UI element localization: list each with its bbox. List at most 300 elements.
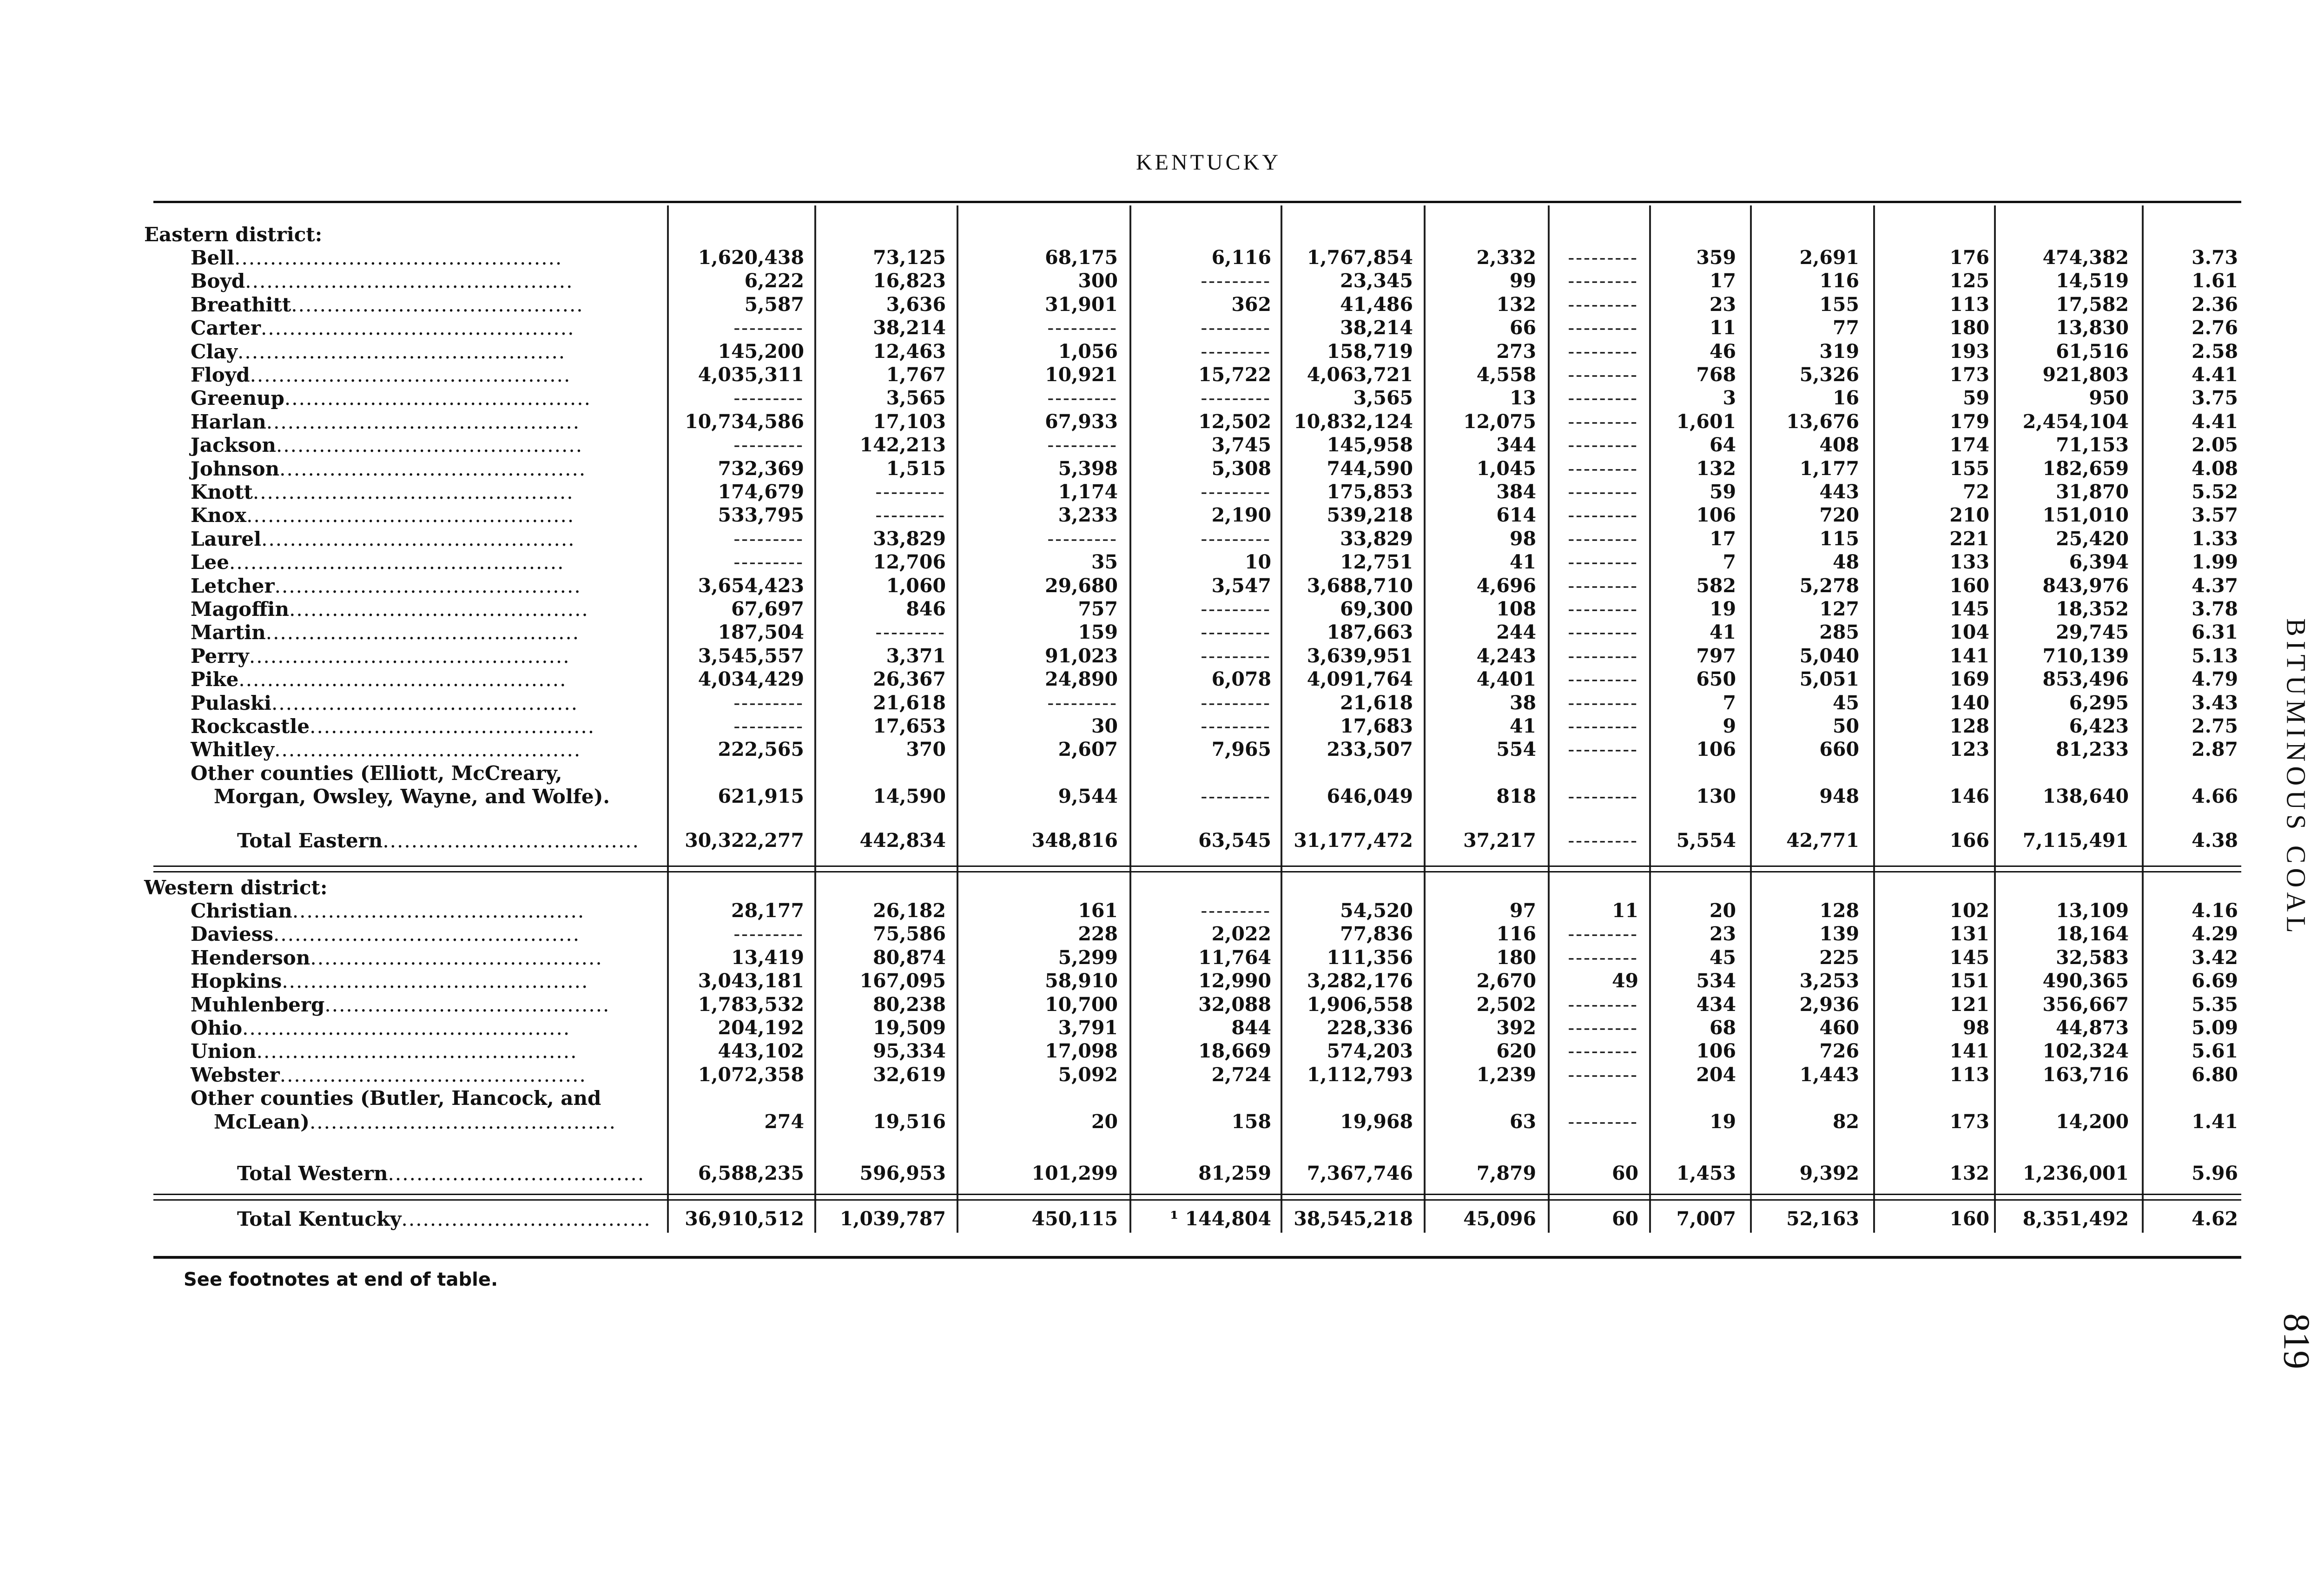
- table-cell: 17,582: [2056, 293, 2129, 316]
- table-cell: 300: [1078, 270, 1118, 292]
- table-cell: ---------: [1201, 621, 1271, 644]
- table-cell: ---------: [1568, 829, 1638, 852]
- table-cell: 127: [1819, 598, 1859, 620]
- table-cell: ---------: [1568, 644, 1638, 667]
- table-cell: 91,023: [1045, 644, 1118, 667]
- table-cell: 1,620,438: [698, 246, 804, 269]
- table-cell: 115: [1819, 527, 1859, 550]
- table-cell: 3,745: [1211, 434, 1271, 456]
- western-heading: Western district:: [144, 876, 328, 899]
- table-cell: 38,214: [1340, 317, 1413, 339]
- table-cell: 68: [1709, 1017, 1736, 1039]
- table-cell: 180: [1496, 946, 1536, 969]
- table-cell: 2,332: [1476, 246, 1536, 269]
- table-cell: 31,870: [2056, 481, 2129, 503]
- table-cell: ---------: [1568, 340, 1638, 363]
- table-cell: 2,691: [1799, 246, 1859, 269]
- table-cell: 5.35: [2192, 993, 2238, 1016]
- table-cell: 4,401: [1476, 668, 1536, 691]
- table-cell: ---------: [1201, 270, 1271, 292]
- table-cell: 1,072,358: [698, 1063, 804, 1086]
- table-cell: ---------: [1201, 481, 1271, 503]
- table-cell: 5,308: [1211, 457, 1271, 480]
- table-cell: 14,200: [2056, 1110, 2129, 1133]
- table-cell: 621,915: [718, 785, 804, 808]
- section-rule: [153, 871, 2241, 872]
- table-cell: 19: [1709, 1110, 1736, 1133]
- table-cell: 4,558: [1476, 363, 1536, 386]
- table-cell: 4.66: [2192, 785, 2238, 808]
- table-cell: 3,636: [886, 293, 946, 316]
- row-label: Total Western....................................: [237, 1162, 645, 1185]
- table-cell: 6.31: [2192, 621, 2238, 644]
- table-cell: 1,174: [1058, 481, 1118, 503]
- eastern-heading: Eastern district:: [144, 223, 323, 246]
- table-cell: 1,177: [1799, 457, 1859, 480]
- table-cell: 4,243: [1476, 644, 1536, 667]
- row-label: McLean)...........................................: [214, 1110, 617, 1133]
- table-cell: 18,669: [1198, 1040, 1271, 1063]
- table-cell: 4.29: [2192, 923, 2238, 945]
- table-cell: 2,502: [1476, 993, 1536, 1016]
- table-cell: ---------: [1568, 387, 1638, 410]
- table-cell: 356,667: [2042, 993, 2129, 1016]
- table-cell: 539,218: [1327, 504, 1413, 527]
- table-cell: 60: [1611, 1208, 1638, 1230]
- table-cell: 145: [1949, 598, 1989, 620]
- table-cell: 5.13: [2192, 644, 2238, 667]
- table-cell: 6.80: [2192, 1063, 2238, 1086]
- table-cell: 5,278: [1799, 574, 1859, 597]
- table-cell: 768: [1696, 363, 1736, 386]
- table-cell: ---------: [733, 527, 804, 550]
- row-label: Carter............................................: [191, 317, 575, 340]
- table-cell: 38,545,218: [1294, 1208, 1413, 1230]
- table-cell: 174,679: [718, 481, 804, 503]
- table-cell: 97: [1509, 899, 1536, 922]
- table-cell: 204: [1696, 1063, 1736, 1086]
- table-cell: 554: [1496, 738, 1536, 761]
- table-cell: 3.57: [2192, 504, 2238, 527]
- table-cell: 3,545,557: [698, 644, 804, 667]
- table-cell: 17,103: [873, 410, 946, 433]
- table-cell: 1,453: [1676, 1162, 1736, 1184]
- table-cell: ---------: [1568, 527, 1638, 550]
- row-label: Laurel............................................: [191, 527, 575, 550]
- row-label: Whitley...........................................: [191, 738, 581, 761]
- table-cell: ---------: [1568, 504, 1638, 527]
- table-cell: 7,115,491: [2022, 829, 2129, 852]
- table-cell: 797: [1696, 644, 1736, 667]
- table-cell: 38: [1509, 691, 1536, 714]
- table-cell: 442,834: [859, 829, 946, 852]
- table-cell: 106: [1696, 738, 1736, 761]
- table-cell: 72: [1962, 481, 1989, 503]
- table-cell: 59: [1709, 481, 1736, 503]
- table-cell: 4.08: [2192, 457, 2238, 480]
- table-cell: 2,936: [1799, 993, 1859, 1016]
- table-cell: 4.79: [2192, 668, 2238, 691]
- other-counties-label: Other counties (Elliott, McCreary,: [191, 761, 562, 785]
- table-cell: 52,163: [1786, 1208, 1859, 1230]
- table-cell: 106: [1696, 504, 1736, 527]
- table-cell: 33,829: [873, 527, 946, 550]
- table-cell: 614: [1496, 504, 1536, 527]
- table-cell: ---------: [1047, 691, 1118, 714]
- table-cell: 12,463: [873, 340, 946, 363]
- table-cell: 3: [1723, 387, 1736, 410]
- table-cell: 175,853: [1327, 481, 1413, 503]
- table-cell: 1,056: [1058, 340, 1118, 363]
- table-cell: 4.16: [2192, 899, 2238, 922]
- row-label: Webster...........................................: [191, 1063, 587, 1086]
- table-cell: 3,639,951: [1307, 644, 1413, 667]
- table-cell: 60: [1611, 1162, 1638, 1184]
- table-cell: 4,063,721: [1307, 363, 1413, 386]
- table-cell: 434: [1696, 993, 1736, 1016]
- table-cell: ---------: [1568, 481, 1638, 503]
- row-label: Total Eastern....................................: [237, 829, 640, 852]
- table-cell: 3,654,423: [698, 574, 804, 597]
- table-cell: 113: [1949, 293, 1989, 316]
- table-cell: ---------: [875, 504, 946, 527]
- table-cell: 132: [1696, 457, 1736, 480]
- table-cell: 155: [1819, 293, 1859, 316]
- table-cell: 10: [1244, 551, 1271, 574]
- section-rule: [153, 1194, 2241, 1195]
- table-cell: 128: [1819, 899, 1859, 922]
- table-cell: 67,933: [1045, 410, 1118, 433]
- table-cell: 732,369: [718, 457, 804, 480]
- table-cell: 1,767: [886, 363, 946, 386]
- table-cell: ---------: [1201, 527, 1271, 550]
- table-cell: 16,823: [873, 270, 946, 292]
- table-cell: 155: [1949, 457, 1989, 480]
- table-cell: 2.75: [2192, 715, 2238, 737]
- table-cell: ---------: [1568, 293, 1638, 316]
- table-cell: 4.41: [2192, 363, 2238, 386]
- table-cell: ---------: [733, 923, 804, 945]
- table-cell: 33,829: [1340, 527, 1413, 550]
- table-cell: 596,953: [859, 1162, 946, 1184]
- table-cell: 142,213: [859, 434, 946, 456]
- table-cell: 344: [1496, 434, 1536, 456]
- table-cell: 660: [1819, 738, 1859, 761]
- table-cell: 4.38: [2192, 829, 2238, 852]
- table-cell: 73,125: [873, 246, 946, 269]
- table-cell: ---------: [1568, 598, 1638, 620]
- table-cell: 14,519: [2056, 270, 2129, 292]
- table-cell: 1,239: [1476, 1063, 1536, 1086]
- table-cell: 19: [1709, 598, 1736, 620]
- table-cell: 10,734,586: [685, 410, 804, 433]
- table-cell: ---------: [1568, 574, 1638, 597]
- table-cell: 853,496: [2042, 668, 2129, 691]
- table-cell: 95,334: [873, 1040, 946, 1063]
- table-cell: 6,222: [744, 270, 804, 292]
- row-label: Boyd..............................................: [191, 270, 574, 293]
- table-cell: ---------: [733, 387, 804, 410]
- table-cell: 131: [1949, 923, 1989, 945]
- row-label: Ohio..............................................: [191, 1017, 571, 1039]
- table-cell: 15,722: [1198, 363, 1271, 386]
- table-cell: 158: [1231, 1110, 1271, 1133]
- table-cell: 68,175: [1045, 246, 1118, 269]
- table-cell: ---------: [1047, 527, 1118, 550]
- table-cell: 1.33: [2192, 527, 2238, 550]
- table-cell: 2,607: [1058, 738, 1118, 761]
- table-cell: 474,382: [2042, 246, 2129, 269]
- row-label: Martin............................................: [191, 621, 580, 644]
- table-cell: 17: [1709, 527, 1736, 550]
- table-cell: 10,700: [1045, 993, 1118, 1016]
- table-cell: ---------: [1568, 993, 1638, 1016]
- table-cell: 23,345: [1340, 270, 1413, 292]
- table-cell: 228,336: [1327, 1017, 1413, 1039]
- table-cell: 6,588,235: [698, 1162, 804, 1184]
- table-cell: 650: [1696, 668, 1736, 691]
- table-cell: 3,565: [1353, 387, 1413, 410]
- table-cell: 158,719: [1327, 340, 1413, 363]
- table-cell: ---------: [733, 551, 804, 574]
- table-cell: ---------: [875, 481, 946, 503]
- table-cell: 204,192: [718, 1017, 804, 1039]
- row-label: Letcher...........................................: [191, 574, 581, 597]
- table-cell: ---------: [1568, 1017, 1638, 1039]
- table-cell: 11,764: [1198, 946, 1271, 969]
- table-cell: 49: [1611, 970, 1638, 992]
- table-cell: 23: [1709, 923, 1736, 945]
- table-cell: 12,990: [1198, 970, 1271, 992]
- table-cell: 948: [1819, 785, 1859, 808]
- table-cell: 10,832,124: [1294, 410, 1413, 433]
- row-label: Christian.........................................: [191, 899, 585, 922]
- table-cell: 17: [1709, 270, 1736, 292]
- table-cell: 160: [1949, 574, 1989, 597]
- table-cell: 228: [1078, 923, 1118, 945]
- table-cell: ---------: [1201, 644, 1271, 667]
- table-cell: 1,515: [886, 457, 946, 480]
- table-cell: 1,601: [1676, 410, 1736, 433]
- table-cell: ---------: [1568, 1040, 1638, 1063]
- table-cell: 173: [1949, 1110, 1989, 1133]
- table-cell: ---------: [1047, 387, 1118, 410]
- table-cell: 273: [1496, 340, 1536, 363]
- table-cell: 58,910: [1045, 970, 1118, 992]
- table-cell: 534: [1696, 970, 1736, 992]
- table-cell: 180: [1949, 317, 1989, 339]
- table-cell: 138,640: [2042, 785, 2129, 808]
- table-cell: 7,367,746: [1307, 1162, 1413, 1184]
- table-cell: 13,419: [731, 946, 804, 969]
- table-cell: 151,010: [2042, 504, 2129, 527]
- table-cell: 3,043,181: [698, 970, 804, 992]
- table-cell: 3,565: [886, 387, 946, 410]
- table-cell: 1.99: [2192, 551, 2238, 574]
- table-cell: 13,109: [2056, 899, 2129, 922]
- row-label: Henderson.........................................: [191, 946, 603, 969]
- table-cell: 13,830: [2056, 317, 2129, 339]
- table-cell: 42,771: [1786, 829, 1859, 852]
- table-cell: ---------: [1047, 434, 1118, 456]
- table-cell: 161: [1078, 899, 1118, 922]
- table-cell: ---------: [1568, 410, 1638, 433]
- table-cell: 20: [1709, 899, 1736, 922]
- table-cell: 187,504: [718, 621, 804, 644]
- table-cell: 32,619: [873, 1063, 946, 1086]
- table-cell: 6,295: [2069, 691, 2129, 714]
- table-cell: 176: [1949, 246, 1989, 269]
- table-cell: 1,112,793: [1307, 1063, 1413, 1086]
- table-cell: 818: [1496, 785, 1536, 808]
- table-cell: 102: [1949, 899, 1989, 922]
- table-cell: 3.42: [2192, 946, 2238, 969]
- table-cell: 179: [1949, 410, 1989, 433]
- table-cell: 221: [1949, 527, 1989, 550]
- table-cell: ---------: [1201, 340, 1271, 363]
- table-cell: 13,676: [1786, 410, 1859, 433]
- table-cell: 225: [1819, 946, 1859, 969]
- row-label: Rockcastle........................................: [191, 715, 595, 738]
- table-cell: ---------: [1201, 715, 1271, 737]
- table-cell: 41: [1509, 715, 1536, 737]
- table-cell: 82: [1832, 1110, 1859, 1133]
- table-cell: 5,398: [1058, 457, 1118, 480]
- table-cell: 30: [1091, 715, 1118, 737]
- table-cell: 5,051: [1799, 668, 1859, 691]
- table-cell: 6,394: [2069, 551, 2129, 574]
- table-cell: 950: [2089, 387, 2129, 410]
- table-cell: 61,516: [2056, 340, 2129, 363]
- table-cell: 11: [1611, 899, 1638, 922]
- table-cell: 32,583: [2056, 946, 2129, 969]
- table-cell: 7,879: [1476, 1162, 1536, 1184]
- table-cell: 1.41: [2192, 1110, 2238, 1133]
- page-title: KENTUCKY: [1136, 150, 1281, 175]
- table-cell: 408: [1819, 434, 1859, 456]
- table-cell: 843,976: [2042, 574, 2129, 597]
- table-cell: 163,716: [2042, 1063, 2129, 1086]
- table-cell: 392: [1496, 1017, 1536, 1039]
- table-cell: 31,901: [1045, 293, 1118, 316]
- footnote: See footnotes at end of table.: [184, 1269, 498, 1290]
- table-cell: 132: [1496, 293, 1536, 316]
- table-cell: 26,182: [873, 899, 946, 922]
- table-cell: 3,253: [1799, 970, 1859, 992]
- table-cell: ---------: [1201, 387, 1271, 410]
- row-label: Muhlenberg........................................: [191, 993, 610, 1016]
- table-cell: 12,751: [1340, 551, 1413, 574]
- table-cell: 116: [1819, 270, 1859, 292]
- table-cell: 16: [1832, 387, 1859, 410]
- table-cell: 12,075: [1463, 410, 1536, 433]
- table-cell: ---------: [1201, 691, 1271, 714]
- table-cell: 104: [1949, 621, 1989, 644]
- table-cell: 159: [1078, 621, 1118, 644]
- table-cell: 41,486: [1340, 293, 1413, 316]
- side-title: BITUMINOUS COAL: [2281, 618, 2311, 938]
- table-cell: 13: [1509, 387, 1536, 410]
- row-label: Knox..............................................: [191, 504, 575, 527]
- table-cell: 41: [1709, 621, 1736, 644]
- table-cell: 620: [1496, 1040, 1536, 1063]
- table-cell: ---------: [1568, 715, 1638, 737]
- table-cell: 71,153: [2056, 434, 2129, 456]
- row-label: Lee...............................................: [191, 551, 565, 574]
- table-cell: 7,965: [1211, 738, 1271, 761]
- table-cell: ---------: [733, 691, 804, 714]
- table-cell: ---------: [1568, 785, 1638, 808]
- table-cell: 443,102: [718, 1040, 804, 1063]
- table-cell: 1,060: [886, 574, 946, 597]
- table-cell: 7: [1723, 691, 1736, 714]
- table-cell: ---------: [1568, 317, 1638, 339]
- table-cell: ¹ 144,804: [1170, 1208, 1271, 1230]
- table-cell: 98: [1962, 1017, 1989, 1039]
- table-cell: ---------: [1047, 317, 1118, 339]
- table-cell: 533,795: [718, 504, 804, 527]
- table-cell: 75,586: [873, 923, 946, 945]
- table-cell: 1,906,558: [1307, 993, 1413, 1016]
- table-cell: 2,670: [1476, 970, 1536, 992]
- table-cell: 1,039,787: [839, 1208, 946, 1230]
- table-cell: 37,217: [1463, 829, 1536, 852]
- table-cell: 41: [1509, 551, 1536, 574]
- row-label: Total Kentucky...................................: [237, 1208, 651, 1230]
- table-cell: 167,095: [859, 970, 946, 992]
- table-cell: 5,092: [1058, 1063, 1118, 1086]
- table-cell: 3,791: [1058, 1017, 1118, 1039]
- table-cell: 30,322,277: [685, 829, 804, 852]
- table-cell: ---------: [1568, 738, 1638, 761]
- row-label: Johnson...........................................: [191, 457, 587, 480]
- table-cell: 31,177,472: [1294, 829, 1413, 852]
- row-label: Bell..............................................: [191, 246, 563, 269]
- table-cell: 29,680: [1045, 574, 1118, 597]
- table-cell: 757: [1078, 598, 1118, 620]
- table-cell: 81,259: [1198, 1162, 1271, 1184]
- table-cell: 4,034,429: [698, 668, 804, 691]
- table-cell: 2.05: [2192, 434, 2238, 456]
- table-cell: 44,873: [2056, 1017, 2129, 1039]
- table-cell: 18,164: [2056, 923, 2129, 945]
- table-cell: 844: [1231, 1017, 1271, 1039]
- top-rule: [153, 201, 2241, 203]
- table-cell: 26,367: [873, 668, 946, 691]
- table-cell: 3.73: [2192, 246, 2238, 269]
- table-cell: 48: [1832, 551, 1859, 574]
- table-cell: ---------: [1568, 946, 1638, 969]
- table-cell: 17,653: [873, 715, 946, 737]
- table-cell: 18,352: [2056, 598, 2129, 620]
- table-cell: 101,299: [1031, 1162, 1118, 1184]
- row-label: Greenup...........................................: [191, 387, 591, 410]
- table-cell: ---------: [1568, 923, 1638, 945]
- table-cell: 36,910,512: [685, 1208, 804, 1230]
- row-label: Hopkins...........................................: [191, 970, 589, 993]
- table-cell: 59: [1962, 387, 1989, 410]
- table-cell: 710,139: [2042, 644, 2129, 667]
- table-cell: 111,356: [1327, 946, 1413, 969]
- table-cell: 1,443: [1799, 1063, 1859, 1086]
- table-cell: 12,706: [873, 551, 946, 574]
- row-label: Floyd.............................................: [191, 363, 571, 386]
- table-cell: 2.36: [2192, 293, 2238, 316]
- table-cell: 23: [1709, 293, 1736, 316]
- table-cell: 17,098: [1045, 1040, 1118, 1063]
- table-cell: 130: [1696, 785, 1736, 808]
- table-cell: 6,423: [2069, 715, 2129, 737]
